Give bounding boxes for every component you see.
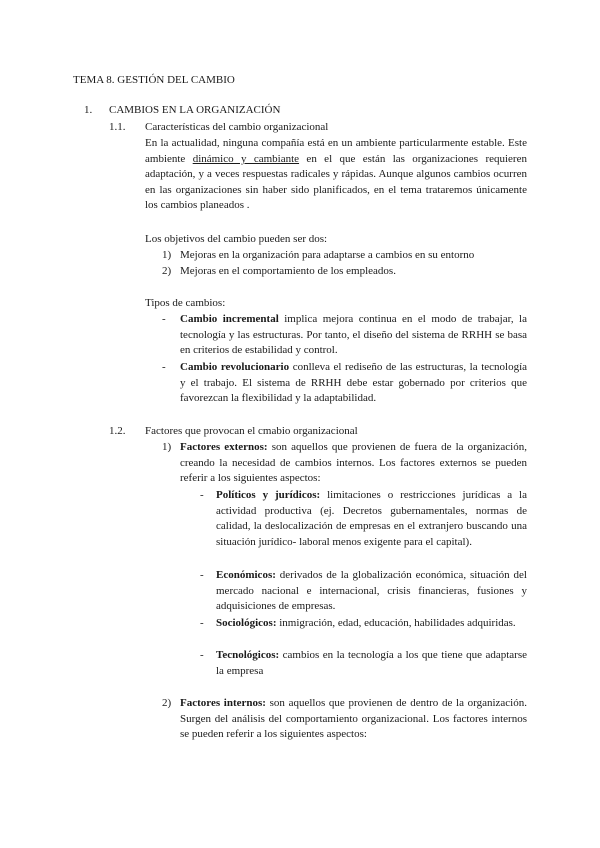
factor-number: 2)	[162, 697, 172, 709]
type-incremental	[180, 312, 527, 359]
intro-paragraph	[145, 136, 527, 214]
types-intro: Tipos de cambios:	[145, 297, 226, 309]
bullet-dash: -	[200, 649, 204, 661]
factor-item-term: Tecnológicos:	[216, 649, 280, 661]
factor-economic	[216, 568, 527, 615]
subsection-title: Factores que provocan el cmabio organizacional	[145, 425, 358, 437]
factor-political	[216, 488, 527, 550]
factor-item-term: Sociológicos:	[216, 617, 277, 629]
factor-description: son aquellos que provienen de dentro de la organización. Surgen del análisis del comportamiento organizacional. Los factores internos se pueden referir a los siguientes aspectos:	[180, 697, 527, 741]
objective-number: 2)	[162, 265, 172, 277]
type-description: implica mejora continua en el modo de trabajar, la tecnología y las estructuras. Por tanto, el diseño del sistema de RRHH se basa en criterios de estabilidad y control.	[180, 313, 527, 357]
factor-item-text: inmigración, edad, educación, habilidades adquiridas.	[276, 617, 516, 629]
bullet-dash: -	[200, 617, 204, 629]
type-revolutionary	[180, 360, 527, 407]
intro-text-end: en el que están las organizaciones requieren adaptación, y a veces respuestas radicales y rápidas. Aunque algunos cambios ocurren en las organizaciones sin haber sido planificados, en el tema trataremos únicamente los cambios planeados .	[145, 152, 527, 212]
type-term: Cambio incremental	[180, 313, 279, 325]
factor-item-text: derivados de la globalización económica, situación del mercado nacional e internacional, crisis financieras, fusiones y adquisiciones de empresas.	[216, 569, 527, 613]
external-factors	[180, 440, 527, 487]
factor-description: son aquellos que provienen de fuera de la organización, creando la necesidad de cambios internos. Los factores externos se pueden referir a los siguientes aspectos:	[180, 441, 527, 485]
internal-factors	[180, 696, 527, 743]
factor-sociological	[216, 616, 527, 632]
subsection-number: 1.1.	[109, 121, 126, 133]
objective-text: Mejoras en el comportamiento de los empleados.	[180, 265, 396, 277]
factor-item-text: limitaciones o restricciones jurídicas a la actividad productiva (ej. Decretos gubernamentales, normas de calidad, la deslocalización de empresas en el extranjero buscando una situación jurídico- laboral menos exigente para el capital).	[216, 489, 527, 548]
bullet-dash: -	[162, 361, 166, 373]
document-title: TEMA 8. GESTIÓN DEL CAMBIO	[73, 74, 235, 86]
subsection-number: 1.2.	[109, 425, 126, 437]
objectives-intro: Los objetivos del cambio pueden ser dos:	[145, 233, 328, 245]
type-description: conlleva el rediseño de las estructuras, la tecnología y el trabajo. El sistema de RRHH debe estar gobernado por criterios que favorezcan la flexibilidad y la adaptabilidad.	[180, 361, 528, 405]
factor-technological	[216, 648, 527, 679]
objective-number: 1)	[162, 249, 172, 261]
underlined-phrase: dinámico y cambiante	[192, 152, 300, 165]
bullet-dash: -	[200, 569, 204, 581]
factor-number: 1)	[162, 441, 172, 453]
factor-item-text: cambios en la tecnología a los que tiene que adaptarse la empresa	[216, 649, 527, 677]
section-title: CAMBIOS EN LA ORGANIZACIÓN	[109, 104, 281, 116]
factor-item-term: Económicos:	[216, 569, 276, 581]
intro-text-start: En la actualidad, ninguna compañía está en un ambiente particularmente estable. Este ambiente	[145, 137, 527, 165]
objective-text: Mejoras en la organización para adaptarse a cambios en su entorno	[180, 249, 475, 261]
bullet-dash: -	[162, 313, 166, 325]
factor-item-term: Políticos y jurídicos:	[216, 489, 321, 501]
factor-term: Factores externos:	[180, 441, 268, 453]
section-number: 1.	[84, 104, 93, 116]
bullet-dash: -	[200, 489, 204, 501]
subsection-title: Características del cambio organizacional	[145, 121, 329, 133]
type-term: Cambio revolucionario	[180, 361, 290, 373]
factor-term: Factores internos:	[180, 697, 266, 709]
